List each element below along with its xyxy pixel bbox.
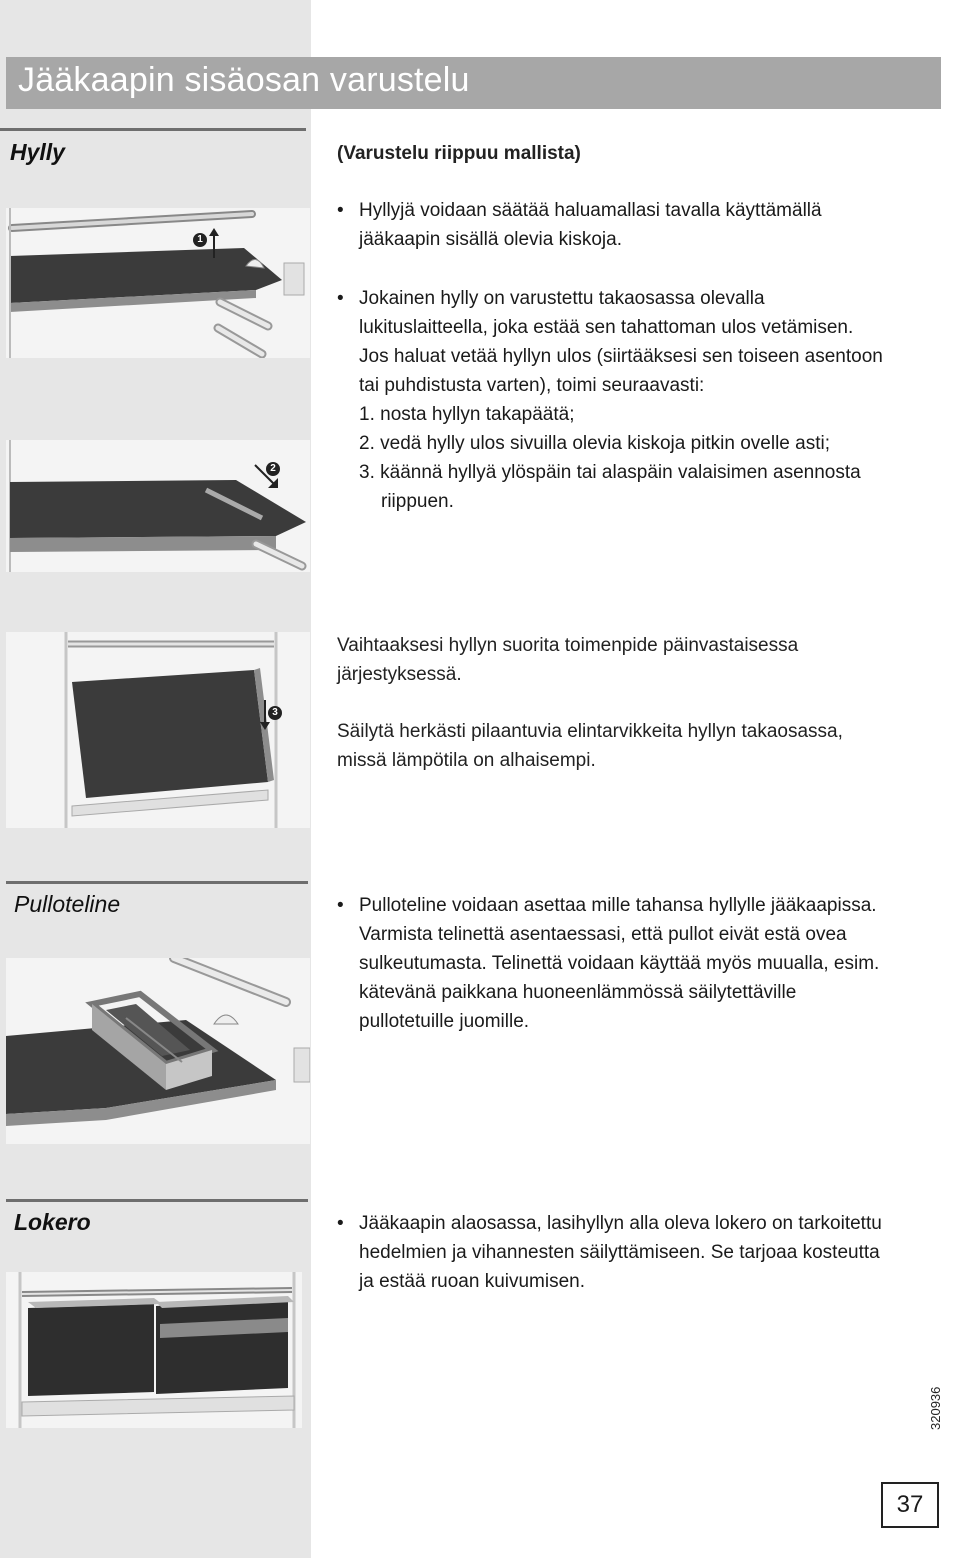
bullet-dot: •: [337, 895, 344, 916]
section-heading-pulloteline: Pulloteline: [14, 891, 121, 917]
text-line: lukituslaitteella, joka estää sen tahattoman ulos vetämisen.: [359, 317, 854, 338]
text-line: Vaihtaaksesi hyllyn suorita toimenpide päinvastaisessa: [337, 635, 799, 656]
page-number: 37: [881, 1482, 939, 1528]
bullet-dot: •: [337, 288, 344, 309]
text-line: Pulloteline voidaan asettaa mille tahansa hyllylle jääkaapissa.: [359, 895, 877, 916]
text-line: sulkeutumasta. Telinettä voidaan käyttää myös muualla, esim.: [359, 953, 880, 974]
section-heading-hylly: Hylly: [10, 139, 65, 165]
page-title-bar: [6, 57, 941, 109]
storage-tip-paragraph: [337, 717, 937, 775]
text-line: pullotetuille juomille.: [359, 1011, 530, 1032]
hylly-bullet-lock: [337, 284, 937, 524]
section-divider-hylly: [0, 128, 306, 131]
reverse-procedure-paragraph: [337, 631, 937, 689]
text-line: jääkaapin sisällä olevia kiskoja.: [359, 229, 622, 250]
page-title: Jääkaapin sisäosan varustelu: [18, 61, 470, 99]
pulloteline-bullet: [337, 891, 937, 1041]
shelf-tilt-illustration: [6, 632, 310, 828]
section-divider-pulloteline: [6, 881, 308, 884]
arrow-up-icon: [208, 228, 220, 260]
text-line: Jos haluat vetää hyllyn ulos (siirtääksesi sen toiseen asentoon: [359, 346, 883, 367]
text-line: missä lämpötila on alhaisempi.: [337, 750, 596, 771]
crisper-drawer-illustration: [6, 1272, 302, 1428]
section-heading-lokero: Lokero: [14, 1209, 91, 1235]
step-3: 3. käännä hyllyä ylöspäin tai alaspäin valaisimen asennosta: [359, 462, 861, 483]
step-2: 2. vedä hylly ulos sivuilla olevia kiskoja pitkin ovelle asti;: [359, 433, 831, 454]
text-line: Jääkaapin alaosassa, lasihyllyn alla oleva lokero on tarkoitettu: [359, 1213, 882, 1234]
bullet-dot: •: [337, 1213, 344, 1234]
text-line: hedelmien ja vihannesten säilyttämiseen. Se tarjoaa kosteutta: [359, 1242, 880, 1263]
step-1: 1. nosta hyllyn takapäätä;: [359, 404, 575, 425]
document-number: 320936: [928, 1386, 943, 1430]
text-line: järjestyksessä.: [337, 664, 462, 685]
bottle-rack-illustration: [6, 958, 310, 1144]
text-line: kätevänä paikkana huoneenlämmössä säilytettäville: [359, 982, 797, 1003]
callout-badge: 3: [268, 706, 282, 720]
hylly-bullet-adjust: [337, 196, 937, 256]
text-line: Jokainen hylly on varustettu takaosassa olevalla: [359, 288, 765, 309]
lokero-bullet: [337, 1209, 937, 1299]
callout-badge: 1: [193, 233, 207, 247]
shelf-lift-illustration: [6, 208, 310, 358]
shelf-pull-illustration: [6, 440, 310, 572]
text-line: ja estää ruoan kuivumisen.: [359, 1271, 586, 1292]
text-line: Hyllyjä voidaan säätää haluamallasi tavalla käyttämällä: [359, 200, 822, 221]
callout-badge: 2: [266, 462, 280, 476]
section-divider-lokero: [6, 1199, 308, 1202]
step-3-continued: riippuen.: [381, 491, 454, 512]
text-line: tai puhdistusta varten), toimi seuraavasti:: [359, 375, 705, 396]
model-note: (Varustelu riippuu mallista): [337, 143, 581, 164]
text-line: Varmista telinettä asentaessasi, että pullot eivät estä ovea: [359, 924, 847, 945]
text-line: Säilytä herkästi pilaantuvia elintarvikkeita hyllyn takaosassa,: [337, 721, 843, 742]
bullet-dot: •: [337, 200, 344, 221]
